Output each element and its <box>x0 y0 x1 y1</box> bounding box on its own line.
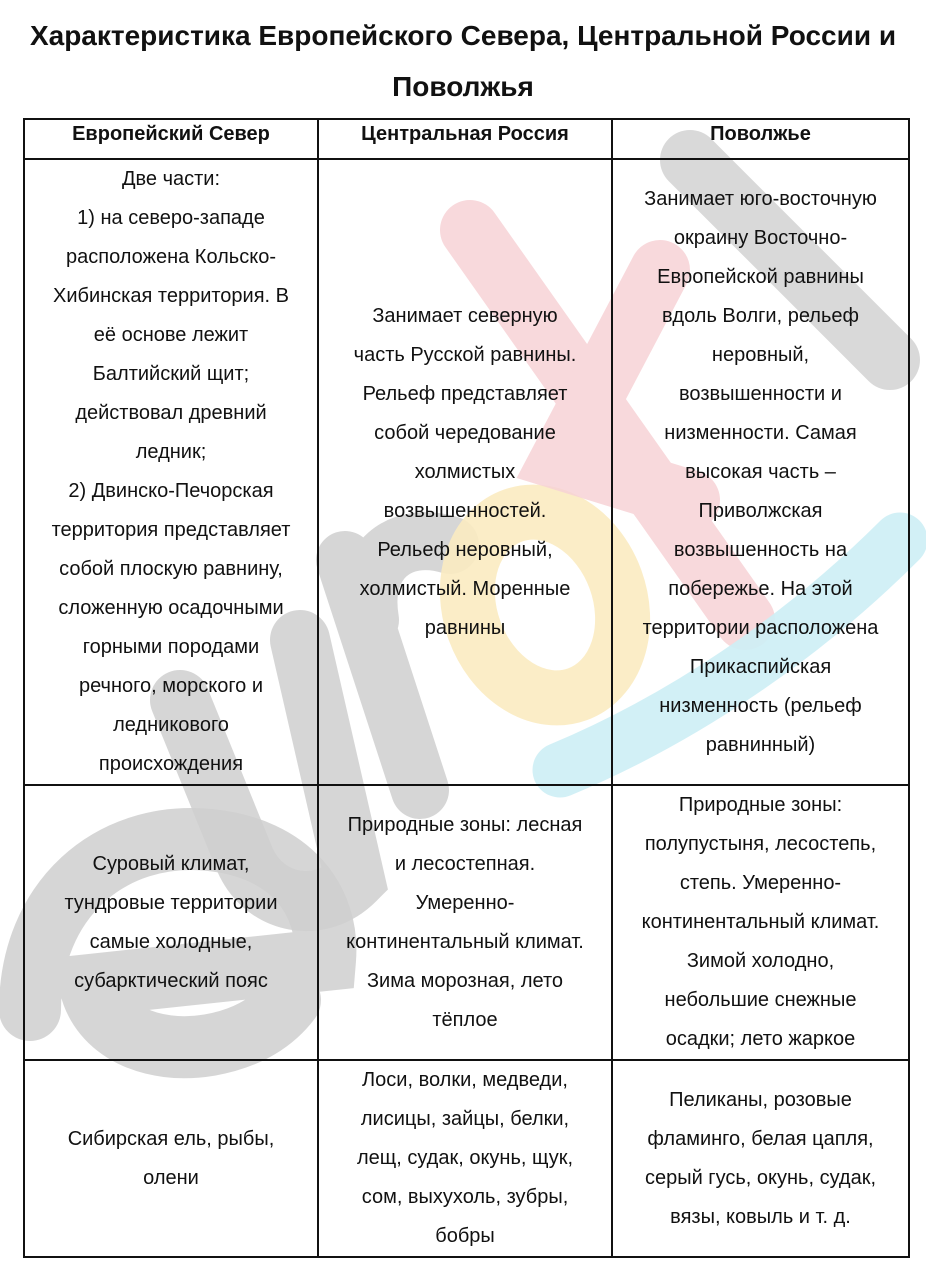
cell-text: Две части: 1) на северо-западе расположена Кольско- Хибинская территория. В её основе лежит Балтийский щит; действовал древний ледник; 2) Двинско-Печорская территория представляет собой плоскую равнину, сложенную осадочными горными породами речного, морского и ледникового происхождения <box>51 168 291 775</box>
table-cell <box>318 159 612 785</box>
cell-text: Сибирская ель, рыбы, олени <box>67 1127 275 1189</box>
cell-text: Суровый климат, тундровые территории самые холодные, субарктический пояс <box>64 852 278 992</box>
table-row <box>24 159 909 785</box>
header-volga-region: Поволжье <box>612 119 909 159</box>
table-container <box>23 118 908 1258</box>
table-row <box>24 785 909 1060</box>
table-cell <box>318 785 612 1060</box>
table-cell <box>612 159 909 785</box>
table-cell <box>612 785 909 1060</box>
cell-text: Природные зоны: полупустыня, лесостепь, степь. Умеренно- континентальный климат. Зимой холодно, небольшие снежные осадки; лето жаркое <box>641 794 880 1050</box>
regions-table <box>23 118 910 1258</box>
cell-text: Занимает юго-восточную окраину Восточно- Европейской равнины вдоль Волги, рельеф неровный, возвышенности и низменности. Самая высокая часть – Приволжская возвышенность на побережье. На этой территории расположена Прикаспийская низменность (рельеф равнинный) <box>642 187 879 756</box>
table-cell <box>318 1060 612 1257</box>
table-cell <box>24 785 318 1060</box>
cell-text: Лоси, волки, медведи, лисицы, зайцы, белки, лещ, судак, окунь, щук, сом, выхухоль, зубры, бобры <box>356 1069 573 1247</box>
header-european-north: Европейский Север <box>24 119 318 159</box>
table-row <box>24 1060 909 1257</box>
table-header-row <box>24 119 909 159</box>
cell-text: Пеликаны, розовые фламинго, белая цапля, серый гусь, окунь, судак, вязы, ковыль и т. д. <box>644 1088 877 1228</box>
cell-text: Занимает северную часть Русской равнины. Рельеф представляет собой чередование холмистых возвышенностей. Рельеф неровный, холмистый. Моренные равнины <box>353 304 577 639</box>
header-central-russia: Центральная Россия <box>318 119 612 159</box>
table-cell <box>612 1060 909 1257</box>
table-cell <box>24 1060 318 1257</box>
table-cell <box>24 159 318 785</box>
page-title: Характеристика Европейского Севера, Центральной России и Поволжья <box>29 20 897 102</box>
cell-text: Природные зоны: лесная и лесостепная. Умеренно- континентальный климат. Зима морозная, лето тёплое <box>346 813 584 1031</box>
